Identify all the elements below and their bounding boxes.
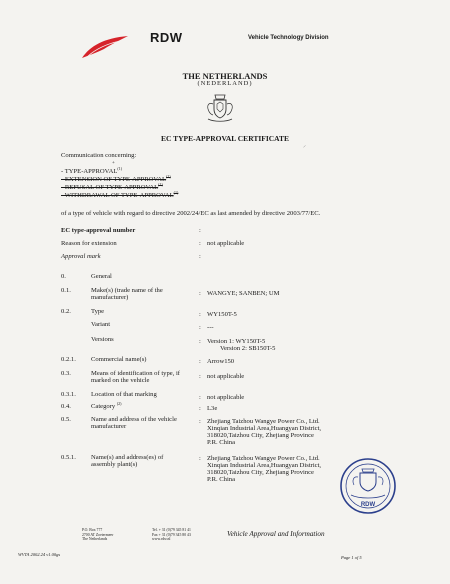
- item-identification-label-2: marked on the vehicle: [91, 377, 150, 384]
- item-versions-colon: :: [199, 338, 201, 345]
- item-make-value: WANGYE; SANBEN; UM: [207, 290, 280, 297]
- item-identification-label: Means of identification of type, if: [91, 370, 180, 377]
- option-type-approval: - TYPE-APPROVAL$^{(1)}$: [61, 165, 123, 175]
- footer-address: [82, 528, 113, 542]
- item-manufacturer-line: Zhejiang Taizhou Wangye Power Co., Ltd.: [207, 418, 320, 425]
- item-variant-value: ---: [207, 324, 214, 331]
- country-heading: THE NETHERLANDS: [182, 71, 268, 81]
- dutch-coat-of-arms-icon: [203, 92, 237, 124]
- item-manufacturer-label-2: manufacturer: [91, 423, 127, 430]
- footer-address-line: The Netherlands: [82, 537, 108, 541]
- item-assembly-plant-line: P.R. China: [207, 476, 236, 483]
- item-assembly-plant-line: Zhejiang Taizhou Wangye Power Co., Ltd.: [207, 455, 320, 462]
- country-subheading: (NEDERLAND): [197, 80, 253, 87]
- item-category-value: L3e: [207, 405, 218, 412]
- stamp-label: RDW: [360, 502, 376, 508]
- item-number: 0.: [61, 273, 66, 280]
- reason-value: not applicable: [207, 240, 245, 247]
- division-label: Vehicle Technology Division: [248, 35, 329, 41]
- rdw-official-stamp-icon: [338, 455, 398, 517]
- item-number: 0.4.: [61, 403, 71, 410]
- item-number: 0.3.: [61, 370, 71, 377]
- item-type-label: Type: [91, 308, 105, 315]
- footer-contact-line: Fax + 31 (0)79 345 80 43: [152, 532, 191, 537]
- item-number: 0.2.: [61, 308, 71, 315]
- item-make-label-2: manufacturer): [91, 294, 129, 301]
- certificate-title: EC TYPE-APPROVAL CERTIFICATE: [160, 134, 290, 143]
- item-assembly-plant-line: Xinqian Industrial Area,Huangyan District,: [207, 462, 322, 469]
- item-marking-location-value: not applicable: [207, 394, 245, 401]
- item-type-value: WY150T-5: [207, 311, 237, 318]
- item-assembly-plant-label: Name(s) and address(es) of: [91, 454, 164, 461]
- item-versions-value-1: Version 1: WY150T-5: [207, 338, 266, 345]
- item-assembly-plant-label-2: assembly plant(s): [91, 461, 138, 468]
- item-number: 0.3.1.: [61, 391, 76, 398]
- item-commercial-name-label: Commercial name(s): [91, 356, 147, 363]
- item-assembly-plant-line: 318020,Taizhou City, Zhejiang Province: [207, 469, 314, 476]
- item-number: 0.5.: [61, 416, 71, 423]
- page-number: Page 1 of 5: [341, 555, 362, 560]
- item-manufacturer-line: Xinqian Industrial Area,Huangyan District,: [207, 425, 322, 432]
- item-general-label: General: [91, 273, 112, 280]
- item-type-colon: :: [199, 311, 201, 318]
- item-marking-location-colon: :: [199, 394, 201, 401]
- item-assembly-plant-colon: :: [199, 455, 201, 462]
- option-extension: - EXTENSION OF TYPE-APPROVAL$^{(1)}$: [61, 173, 171, 183]
- pen-mark: ⸝: [303, 143, 307, 149]
- approval-mark-label: Approval mark: [61, 253, 101, 260]
- approval-number-label: EC type-approval number: [61, 227, 136, 234]
- approval-number-colon: :: [199, 227, 201, 234]
- item-commercial-name-value: Arrow150: [207, 358, 235, 365]
- item-manufacturer-line: P.R. China: [207, 439, 236, 446]
- item-identification-colon: :: [199, 373, 201, 380]
- item-manufacturer-line: 318020,Taizhou City, Zhejiang Province: [207, 432, 314, 439]
- footer-address-line: 2700 AT Zoetermeer: [82, 532, 114, 537]
- plus-mark: +: [112, 161, 115, 166]
- item-make-colon: :: [199, 290, 201, 297]
- footer-code: WVTA 2002.24 v1.00gs: [18, 552, 61, 557]
- footer-address-line: P.O. Box 777: [82, 528, 103, 532]
- item-marking-location-label: Location of that marking: [91, 391, 157, 398]
- item-commercial-name-colon: :: [199, 358, 201, 365]
- item-number: 0.1.: [61, 287, 71, 294]
- communication-label: Communication concerning:: [61, 152, 137, 159]
- item-versions-label: Versions: [91, 336, 114, 343]
- item-make-label: Make(s) (trade name of the: [91, 287, 163, 294]
- option-refusal: - REFUSAL OF TYPE-APPROVAL$^{(1)}$: [61, 181, 163, 191]
- item-versions-value-2: Version 2: SB150T-5: [220, 345, 276, 352]
- footer-title: Vehicle Approval and Information: [227, 530, 325, 538]
- item-number: 0.2.1.: [61, 356, 76, 363]
- rdw-brand-label: RDW: [150, 30, 183, 45]
- footer-contact: [152, 528, 191, 542]
- reason-colon: :: [199, 240, 201, 247]
- item-variant-colon: :: [199, 324, 201, 331]
- reason-label: Reason for extension: [61, 240, 117, 247]
- item-category-colon: :: [199, 405, 201, 412]
- item-category-label: Category $^{(2)}$: [91, 400, 122, 410]
- footer-contact-line: Tel. + 31 (0)79 345 81 41: [152, 528, 191, 532]
- item-variant-label: Variant: [91, 321, 111, 328]
- directive-text: of a type of vehicle with regard to directive 2002/24/EC as last amended by directive 2003/77/EC.: [61, 210, 321, 217]
- approval-mark-colon: :: [199, 253, 201, 260]
- item-manufacturer-label: Name and address of the vehicle: [91, 416, 177, 423]
- rdw-red-logo-icon: [80, 34, 130, 60]
- item-manufacturer-colon: :: [199, 418, 201, 425]
- option-withdrawal: - WITHDRAWAL OF TYPE-APPROVAL$^{(1)}$: [61, 189, 179, 199]
- item-identification-value: not applicable: [207, 373, 245, 380]
- item-number: 0.5.1.: [61, 454, 76, 461]
- footer-contact-line: www.rdw.nl: [152, 537, 171, 541]
